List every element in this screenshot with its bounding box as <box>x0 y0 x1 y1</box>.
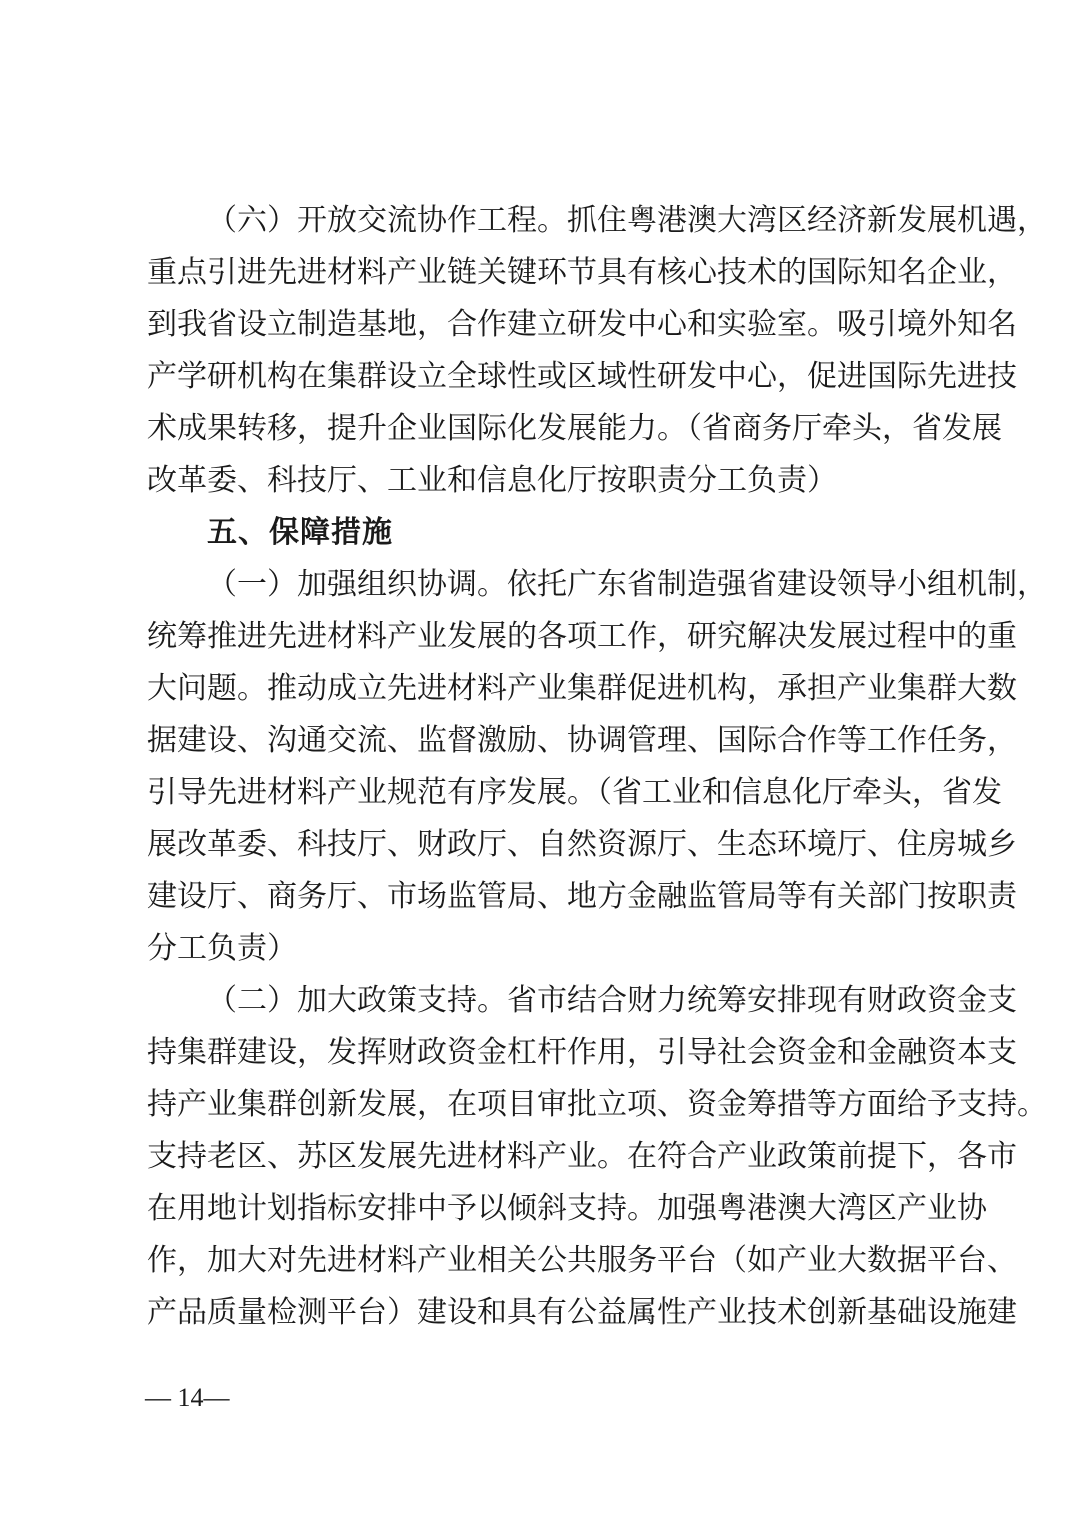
text-line: 建设厅、商务厅、市场监管局、地方金融监管局等有关部门按职责 <box>147 879 1017 914</box>
text-line: （六）开放交流协作工程。抓住粤港澳大湾区经济新发展机遇， <box>207 203 1047 238</box>
text-line: 展改革委、科技厅、财政厅、自然资源厅、生态环境厅、住房城乡 <box>147 827 1017 862</box>
text-line: 到我省设立制造基地，合作建立研发中心和实验室。吸引境外知名 <box>147 307 1017 342</box>
text-line: 重点引进先进材料产业链关键环节具有核心技术的国际知名企业， <box>147 255 1017 290</box>
text-line: 据建设、沟通交流、监督激励、协调管理、国际合作等工作任务， <box>147 723 1017 758</box>
section-heading: 五、保障措施 <box>207 515 393 550</box>
page-number: — 14— <box>145 1383 230 1412</box>
text-line: 持产业集群创新发展，在项目审批立项、资金筹措等方面给予支持。 <box>147 1087 1047 1122</box>
text-line: 改革委、科技厅、工业和信息化厅按职责分工负责） <box>147 463 837 498</box>
document-body <box>147 195 1047 1339</box>
paragraph-open-exchange <box>147 195 1047 507</box>
text-line: 分工负责） <box>147 931 297 966</box>
text-line: （二）加大政策支持。省市结合财力统筹安排现有财政资金支 <box>207 983 1017 1018</box>
text-line: 统筹推进先进材料产业发展的各项工作，研究解决发展过程中的重 <box>147 619 1017 654</box>
text-line: 产学研机构在集群设立全球性或区域性研发中心，促进国际先进技 <box>147 359 1017 394</box>
text-line: 支持老区、苏区发展先进材料产业。在符合产业政策前提下，各市 <box>147 1139 1017 1174</box>
text-line: 持集群建设，发挥财政资金杠杆作用，引导社会资金和金融资本支 <box>147 1035 1017 1070</box>
text-line: 大问题。推动成立先进材料产业集群促进机构，承担产业集群大数 <box>147 671 1017 706</box>
text-line: 产品质量检测平台）建设和具有公益属性产业技术创新基础设施建 <box>147 1295 1017 1330</box>
text-line: 引导先进材料产业规范有序发展。（省工业和信息化厅牵头，省发 <box>147 775 1002 810</box>
text-line: 术成果转移，提升企业国际化发展能力。（省商务厅牵头，省发展 <box>147 411 1002 446</box>
text-line: 作，加大对先进材料产业相关公共服务平台（如产业大数据平台、 <box>147 1243 1017 1278</box>
paragraph-policy-support <box>147 975 1047 1339</box>
text-line: 在用地计划指标安排中予以倾斜支持。加强粤港澳大湾区产业协 <box>147 1191 987 1226</box>
text-line: （一）加强组织协调。依托广东省制造强省建设领导小组机制， <box>207 567 1047 602</box>
paragraph-organization-coordination <box>147 559 1047 975</box>
